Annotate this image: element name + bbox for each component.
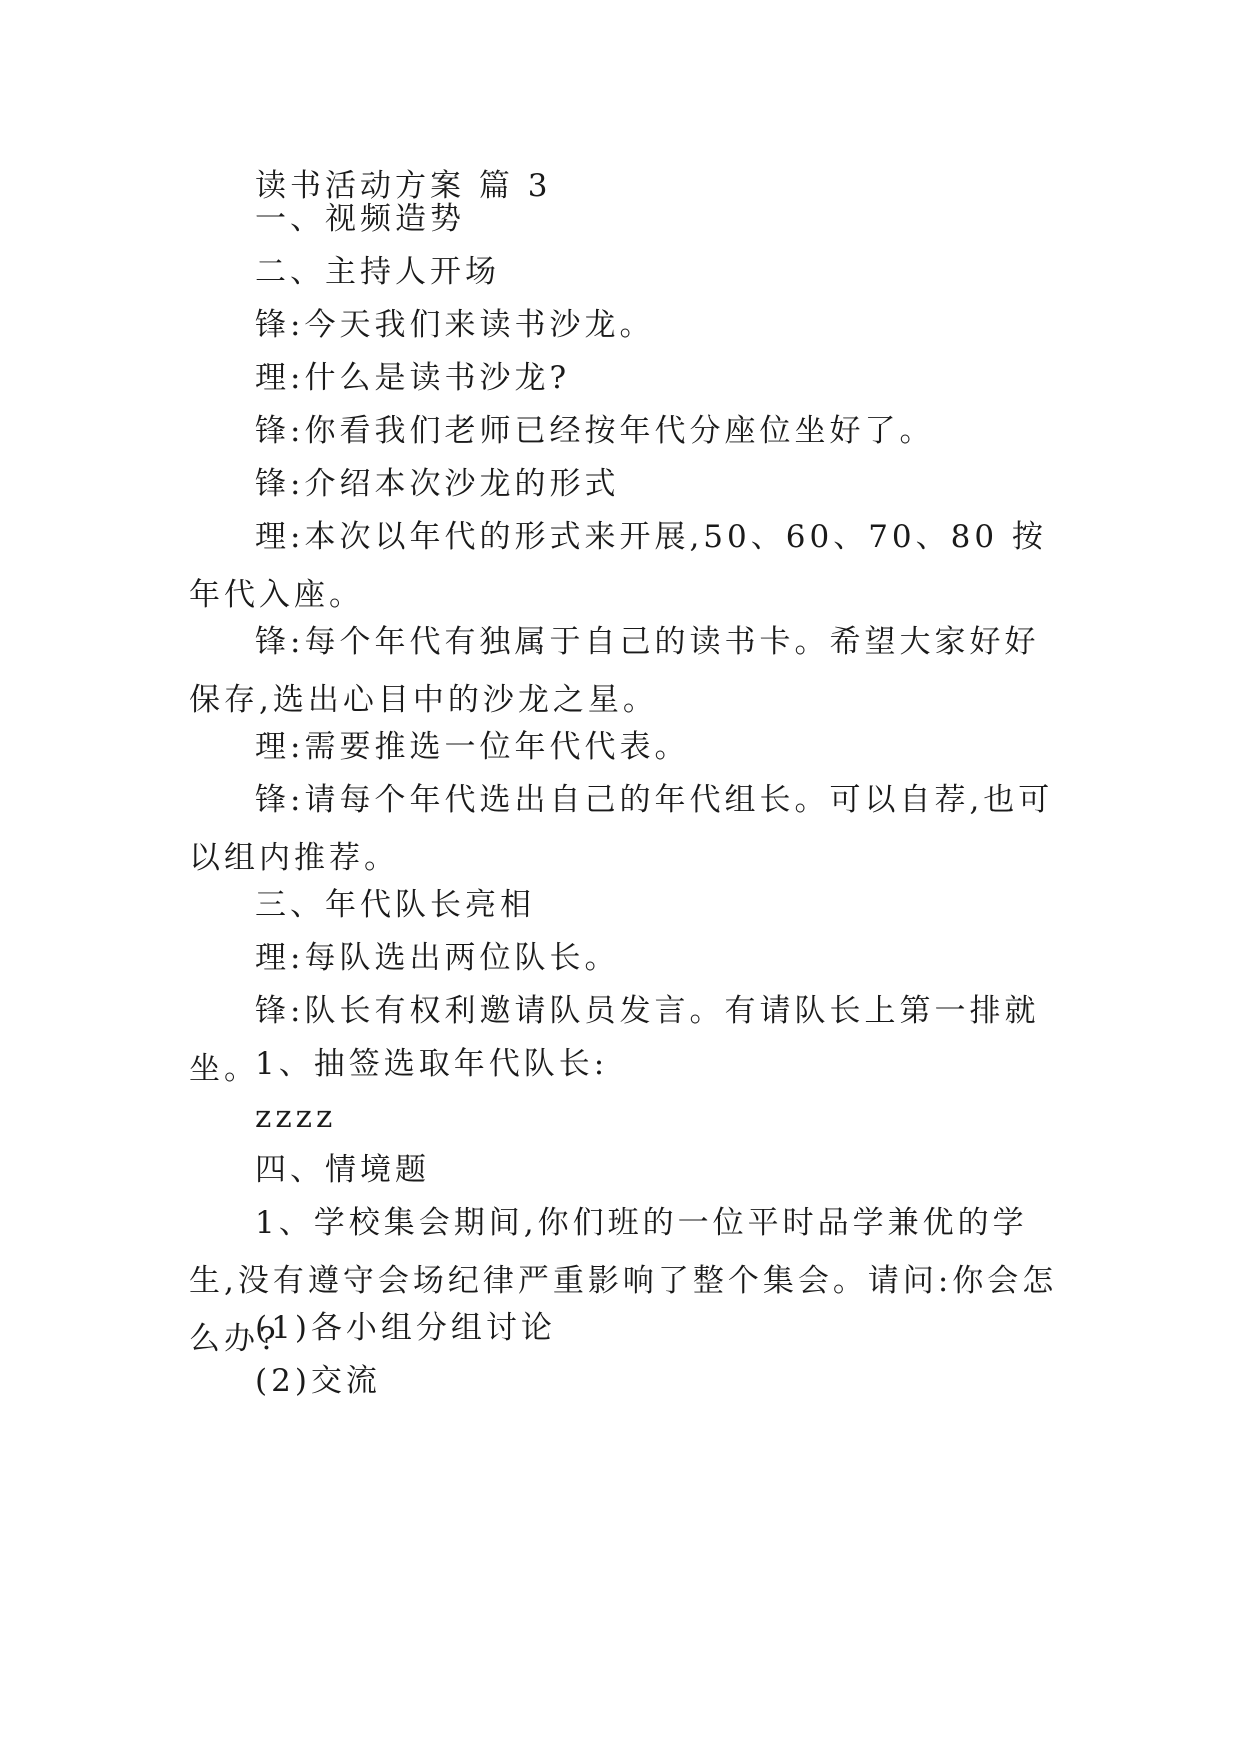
paragraph: (1)各小组分组讨论 bbox=[255, 1310, 556, 1346]
paragraph: 锋:队长有权利邀请队员发言。有请队长上第一排就坐。 bbox=[189, 993, 1040, 1087]
paragraph: 锋:你看我们老师已经按年代分座位坐好了。 bbox=[255, 413, 935, 449]
paragraph: 理:本次以年代的形式来开展,50、60、70、80 按年代入座。 bbox=[189, 519, 1047, 613]
paragraph: zzzz bbox=[255, 1099, 337, 1135]
paragraph: 锋:介绍本次沙龙的形式 bbox=[255, 466, 620, 502]
section-heading: 读书活动方案 篇 3 bbox=[255, 168, 552, 204]
paragraph: 锋:今天我们来读书沙龙。 bbox=[255, 307, 655, 343]
paragraph: 1、学校集会期间,你们班的一位平时品学兼优的学生,没有遵守会场纪律严重影响了整个集会。请问:你会怎么办? bbox=[189, 1205, 1058, 1357]
paragraph: 四、情境题 bbox=[255, 1152, 430, 1188]
paragraph: 锋:请每个年代选出自己的年代组长。可以自荐,也可以组内推荐。 bbox=[189, 782, 1054, 876]
paragraph: 三、年代队长亮相 bbox=[255, 887, 535, 923]
paragraph: 一、视频造势 bbox=[255, 201, 465, 237]
paragraph: 理:什么是读书沙龙? bbox=[255, 360, 571, 396]
paragraph: 理:每队选出两位队长。 bbox=[255, 940, 620, 976]
paragraph: (2)交流 bbox=[255, 1363, 381, 1399]
paragraph: 二、主持人开场 bbox=[255, 254, 500, 290]
paragraph: 1、抽签选取年代队长: bbox=[255, 1046, 609, 1082]
paragraph: 锋:每个年代有独属于自己的读书卡。希望大家好好保存,选出心目中的沙龙之星。 bbox=[189, 624, 1040, 718]
paragraph: 理:需要推选一位年代代表。 bbox=[255, 729, 690, 765]
